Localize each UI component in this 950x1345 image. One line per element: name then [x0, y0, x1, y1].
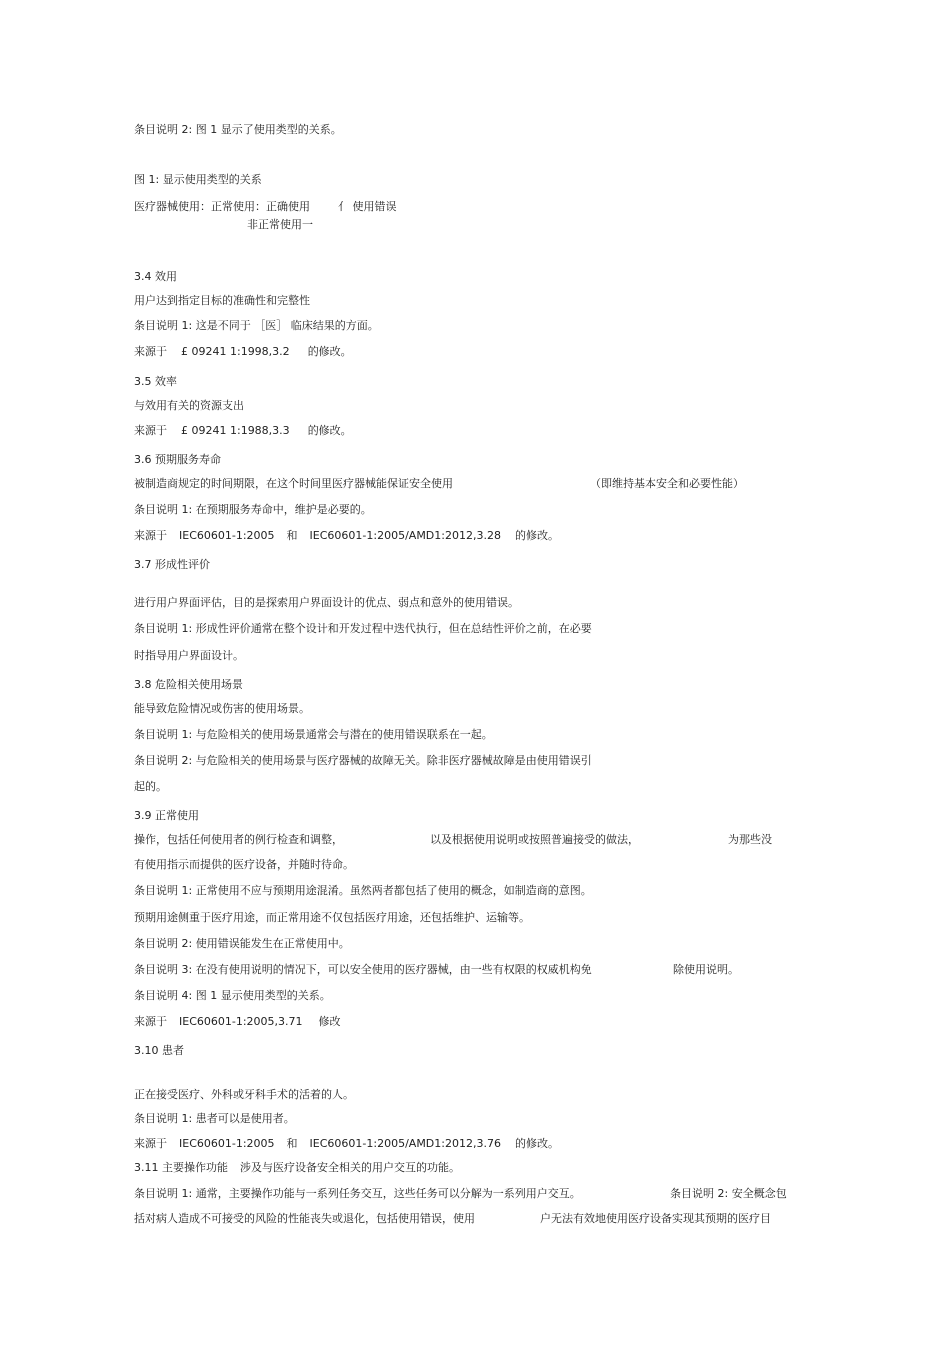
definition-text: 操作，包括任何使用者的例行检查和调整， [134, 833, 343, 846]
note-text: 条目说明 1: 通常，主要操作功能与一系列任务交互，这些任务可以分解为一系列用户交互。 [134, 1187, 581, 1200]
section-heading-3-11: 3.11 主要操作功能 涉及与医疗设备安全相关的用户交互的功能。 [134, 1161, 460, 1174]
note-figure-reference: 条目说明 2: 图 1 显示了使用类型的关系。 [134, 123, 342, 136]
note-text: 条目说明 3: 在没有使用说明的情况下，可以安全使用的医疗器械，由一些有权限的权威机构免 [134, 963, 592, 976]
section-heading-3-5: 3.5 效率 [134, 375, 177, 388]
note-text: 条目说明 1: 在预期服务寿命中，维护是必要的。 [134, 503, 372, 516]
definition-text-part-3: 为那些没 [728, 833, 772, 846]
section-heading-3-6: 3.6 预期服务寿命 [134, 453, 221, 466]
note-text-continued-part-2: 户无法有效地使用医疗设备实现其预期的医疗目 [540, 1212, 771, 1225]
section-heading-3-9: 3.9 正常使用 [134, 809, 199, 822]
section-heading-3-8: 3.8 危险相关使用场景 [134, 678, 243, 691]
note-text: 条目说明 2: 使用错误能发生在正常使用中。 [134, 937, 350, 950]
note-text-continued: 预期用途侧重于医疗用途，而正常用途不仅包括医疗用途，还包括维护、运输等。 [134, 911, 530, 924]
figure-line-1: 医疗器械使用：正常使用：正确使用 亻 使用错误 [134, 200, 397, 213]
note-text: 条目说明 2: 与危险相关的使用场景与医疗器械的故障无关。除非医疗器械故障是由使用错误引 [134, 754, 592, 767]
section-heading-3-7: 3.7 形成性评价 [134, 558, 210, 571]
figure-line-2: 非正常使用一 [247, 218, 313, 231]
note-text: 条目说明 1: 形成性评价通常在整个设计和开发过程中迭代执行，但在总结性评价之前，在必要 [134, 622, 592, 635]
definition-text: 被制造商规定的时间期限，在这个时间里医疗器械能保证安全使用 [134, 477, 453, 490]
source-line: 来源于 IEC60601-1:2005 和 IEC60601-1:2005/AMD1:2012,3.76 的修改。 [134, 1137, 559, 1150]
note-text: 条目说明 1: 与危险相关的使用场景通常会与潜在的使用错误联系在一起。 [134, 728, 493, 741]
definition-text-continued: 有使用指示而提供的医疗设备，并随时待命。 [134, 858, 354, 871]
note-text-continued: 起的。 [134, 780, 167, 793]
note-text: 条目说明 1: 这是不同于 ［医］ 临床结果的方面。 [134, 319, 379, 332]
note-text-continued: 除使用说明。 [673, 963, 739, 976]
section-heading-3-10: 3.10 患者 [134, 1044, 184, 1057]
note-text-continued: 时指导用户界面设计。 [134, 649, 244, 662]
source-line: 来源于 IEC60601-1:2005 和 IEC60601-1:2005/AMD1:2012,3.28 的修改。 [134, 529, 559, 542]
definition-text: 用户达到指定目标的准确性和完整性 [134, 294, 310, 307]
source-line: 来源于 IEC60601-1:2005,3.71 修改 [134, 1015, 341, 1028]
definition-text-part-2: 以及根据使用说明或按照普遍接受的做法， [430, 833, 639, 846]
note-text-part-2: 条目说明 2: 安全概念包 [670, 1187, 787, 1200]
note-text: 条目说明 4: 图 1 显示使用类型的关系。 [134, 989, 331, 1002]
definition-text: 正在接受医疗、外科或牙科手术的活着的人。 [134, 1088, 354, 1101]
source-line: 来源于 £ 09241 1:1998,3.2 的修改。 [134, 345, 352, 358]
figure-caption: 图 1: 显示使用类型的关系 [134, 173, 262, 186]
note-text: 条目说明 1: 患者可以是使用者。 [134, 1112, 295, 1125]
definition-text: 能导致危险情况或伤害的使用场景。 [134, 702, 310, 715]
note-text-continued: 括对病人造成不可接受的风险的性能丧失或退化，包括使用错误，使用 [134, 1212, 475, 1225]
definition-text: 进行用户界面评估，目的是探索用户界面设计的优点、弱点和意外的使用错误。 [134, 596, 519, 609]
source-line: 来源于 £ 09241 1:1988,3.3 的修改。 [134, 424, 352, 437]
section-heading-3-4: 3.4 效用 [134, 270, 177, 283]
definition-text: 与效用有关的资源支出 [134, 399, 244, 412]
note-text: 条目说明 1: 正常使用不应与预期用途混淆。虽然两者都包括了使用的概念，如制造商的意图。 [134, 884, 592, 897]
definition-text-continued: （即维持基本安全和必要性能） [590, 477, 744, 490]
